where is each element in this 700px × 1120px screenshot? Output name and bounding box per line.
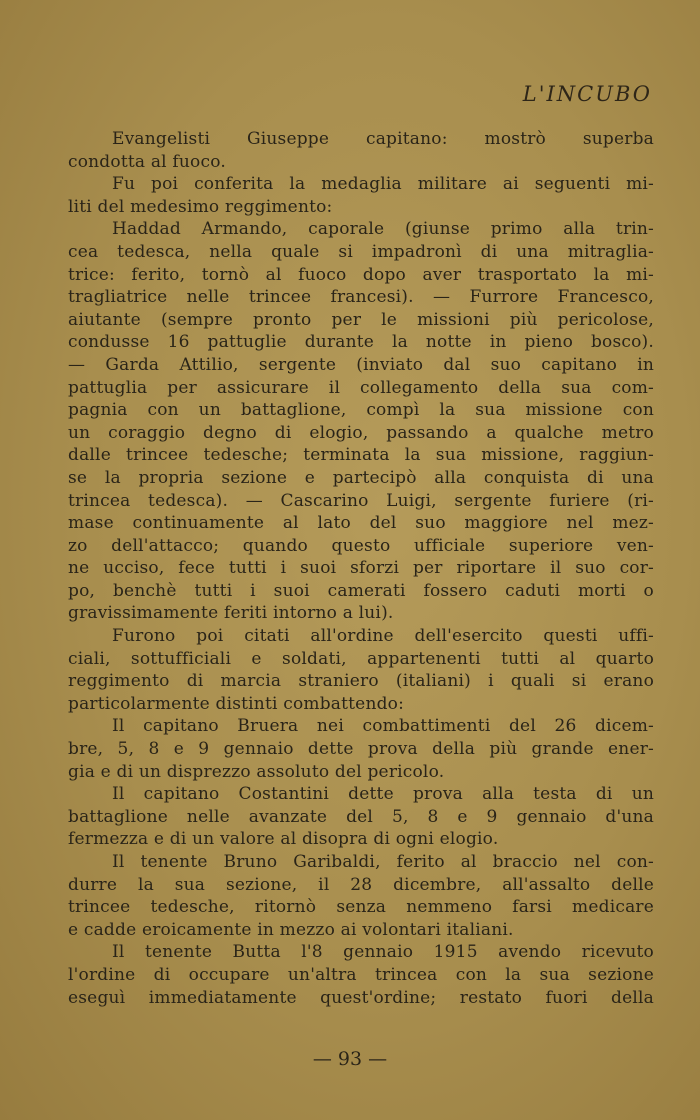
text-line: gia e di un disprezzo assoluto del pericolo. <box>68 761 445 782</box>
text-line: pattuglia per assicurare il collegamento della sua com- <box>68 377 654 398</box>
text-line: cea tedesca, nella quale si impadronì di una mitraglia- <box>68 241 654 262</box>
text-line: reggimento di marcia straniero (italiani) i quali si erano <box>68 671 654 692</box>
text-line: ne ucciso, fece tutti i suoi sforzi per riportare il suo cor- <box>68 558 654 579</box>
page-number: — 93 — <box>312 1048 388 1070</box>
text-line: condotta al fuoco. <box>68 151 226 172</box>
text-line: durre la sua sezione, il 28 dicembre, all'assalto delle <box>68 874 654 895</box>
text-line: pagnia con un battaglione, compì la sua missione con <box>68 400 654 421</box>
paragraph <box>68 128 654 173</box>
text-line: Il tenente Bruno Garibaldi, ferito al braccio nel con- <box>112 852 654 872</box>
paragraph <box>68 851 654 941</box>
text-line: trice: ferito, tornò al fuoco dopo aver trasportato la mi- <box>68 264 654 285</box>
text-line: fermezza e di un valore al disopra di ogni elogio. <box>68 829 499 850</box>
text-line: zo dell'attacco; quando questo ufficiale superiore ven- <box>68 535 654 556</box>
text-line: Il capitano Bruera nei combattimenti del 26 dicem- <box>112 716 654 737</box>
text-line: trincee tedesche, ritornò senza nemmeno farsi medicare <box>68 897 654 918</box>
text-line: liti del medesimo reggimento: <box>68 196 333 217</box>
running-title: L'INCUBO <box>522 82 652 106</box>
text-line: mase continuamente al lato del suo maggiore nel mez- <box>68 513 654 534</box>
paragraph <box>68 218 654 625</box>
paragraph <box>68 625 654 715</box>
text-line: Fu poi conferita la medaglia militare ai seguenti mi- <box>112 174 654 195</box>
text-line: l'ordine di occupare un'altra trincea con la sua sezione <box>68 964 654 985</box>
text-line: ciali, sottufficiali e soldati, appartenenti tutti al quarto <box>68 648 654 669</box>
text-line: condusse 16 pattuglie durante la notte in pieno bosco). <box>68 332 654 353</box>
text-line: particolarmente distinti combattendo: <box>68 693 405 714</box>
text-line: e cadde eroicamente in mezzo ai volontari italiani. <box>68 919 514 940</box>
text-line: tragliatrice nelle trincee francesi). — Furrore Francesco, <box>68 287 654 308</box>
text-line: battaglione nelle avanzate del 5, 8 e 9 gennaio d'una <box>68 806 654 827</box>
text-line: aiutante (sempre pronto per le missioni più pericolose, <box>68 309 654 330</box>
text-line: se la propria sezione e partecipò alla conquista di una <box>68 467 654 488</box>
text-line: bre, 5, 8 e 9 gennaio dette prova della più grande ener- <box>68 739 654 760</box>
text-line: trincea tedesca). — Cascarino Luigi, sergente furiere (ri- <box>68 490 654 511</box>
paragraph <box>68 783 654 851</box>
paragraph <box>68 715 654 783</box>
text-line: Haddad Armando, caporale (giunse primo alla trin- <box>112 219 654 240</box>
text-line: un coraggio degno di elogio, passando a qualche metro <box>68 422 654 443</box>
text-line: — Garda Attilio, sergente (inviato dal suo capitano in <box>68 354 654 375</box>
body-text <box>68 128 654 1009</box>
paragraph <box>68 173 654 218</box>
text-line: Il capitano Costantini dette prova alla testa di un <box>112 784 654 805</box>
text-line: gravissimamente feriti intorno a lui). <box>68 603 394 624</box>
text-line: Evangelisti Giuseppe capitano: mostrò superba <box>112 129 654 149</box>
text-line: po, benchè tutti i suoi camerati fossero caduti morti o <box>68 580 654 601</box>
text-line: Furono poi citati all'ordine dell'esercito questi uffi- <box>112 626 654 647</box>
text-line: eseguì immediatamente quest'ordine; restato fuori della <box>68 987 654 1008</box>
paragraph <box>68 941 654 1009</box>
text-line: Il tenente Butta l'8 gennaio 1915 avendo ricevuto <box>112 942 654 963</box>
text-line: dalle trincee tedesche; terminata la sua missione, raggiun- <box>68 445 654 466</box>
